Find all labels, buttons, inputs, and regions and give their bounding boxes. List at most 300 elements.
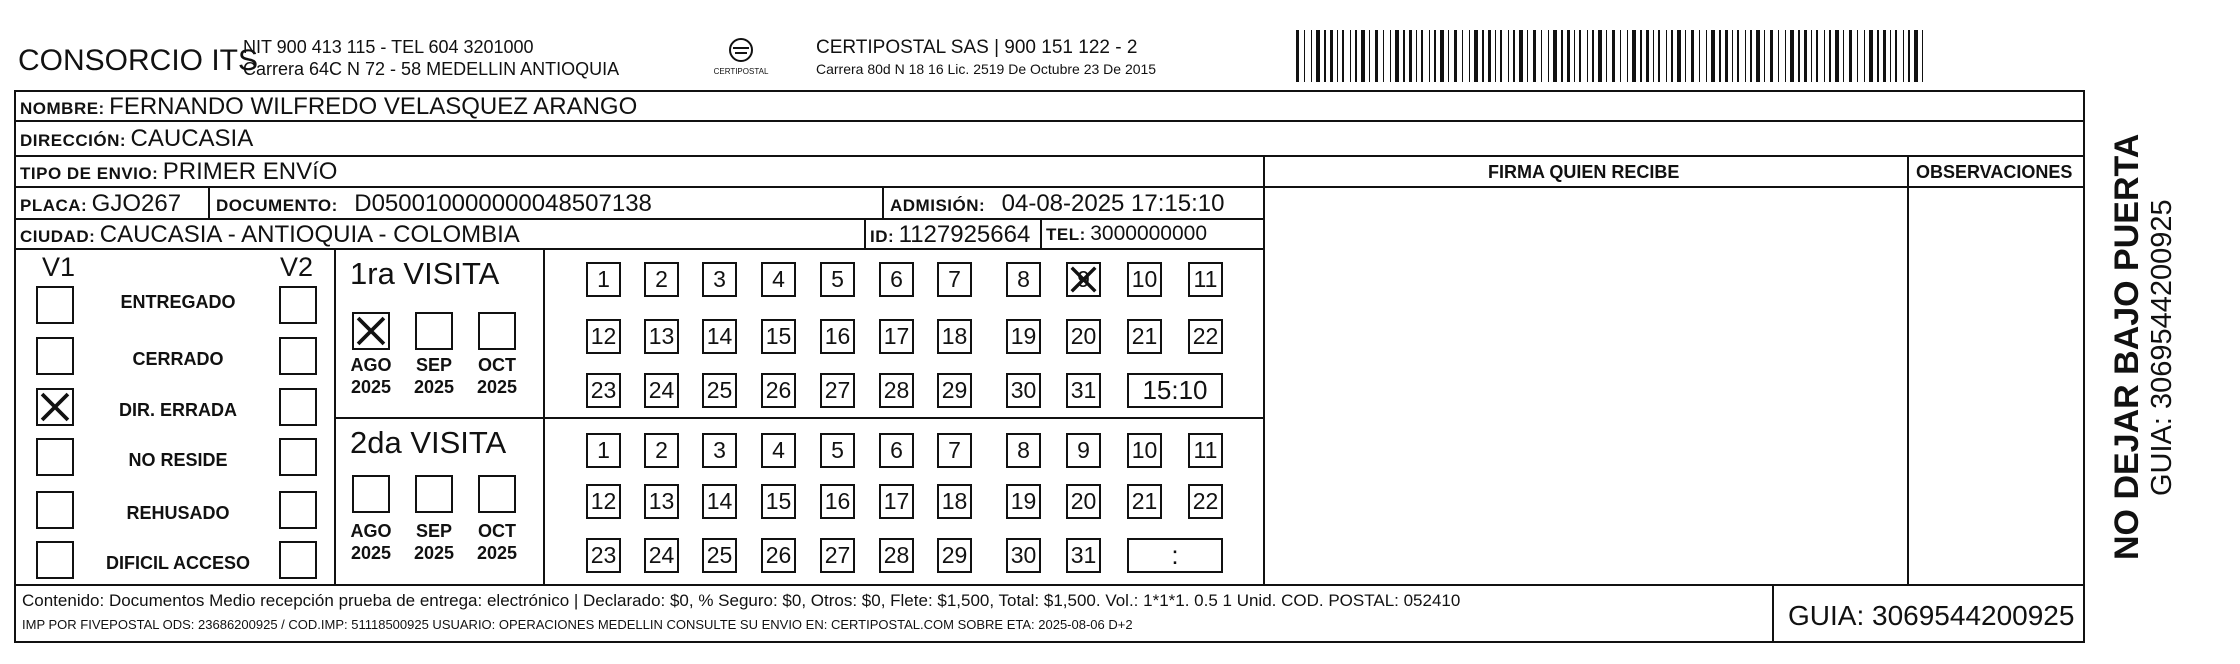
- visit-day-number: 15: [765, 488, 792, 514]
- barcode-bar: [1561, 30, 1563, 82]
- visit-day-number: 21: [1131, 323, 1158, 349]
- barcode-bar: [1877, 30, 1879, 82]
- barcode-bar: [1658, 30, 1660, 82]
- barcode-bar: [1627, 30, 1628, 82]
- visit-day-number: 13: [648, 323, 675, 349]
- barcode-bar: [1770, 30, 1773, 82]
- visit-day-box[interactable]: [761, 433, 796, 468]
- visit-day-box[interactable]: [761, 538, 796, 573]
- barcode-bar: [1416, 30, 1417, 82]
- barcode-bar: [1462, 30, 1463, 82]
- tel-label: TEL:: [1046, 225, 1086, 244]
- visit-day-box[interactable]: [820, 319, 855, 354]
- visit-day-number: 6: [890, 266, 903, 292]
- visit-day-box[interactable]: [761, 262, 796, 297]
- status-v1-checkbox[interactable]: [36, 438, 74, 476]
- barcode-bar: [1454, 30, 1457, 82]
- barcode-bar: [1732, 30, 1733, 82]
- status-v1-checkbox[interactable]: [36, 286, 74, 324]
- visit-month-checkbox[interactable]: [352, 312, 390, 350]
- visit-day-number: 15: [765, 323, 792, 349]
- visit-day-number: 4: [772, 437, 785, 463]
- barcode-bar: [1883, 30, 1886, 82]
- visit-month-label: AGO 2025: [350, 355, 392, 397]
- visit-day-box[interactable]: [702, 538, 737, 573]
- visit-month-label: SEP 2025: [413, 521, 455, 563]
- visit-day-number: 6: [890, 437, 903, 463]
- barcode-bar: [1469, 30, 1470, 82]
- barcode-bar: [1311, 30, 1312, 82]
- visit-day-number: 26: [765, 377, 792, 403]
- visit-day-number: 19: [1010, 488, 1037, 514]
- documento-label: DOCUMENTO:: [216, 196, 338, 215]
- status-option-label: ENTREGADO: [120, 292, 236, 312]
- footer-line2: IMP POR FIVEPOSTAL ODS: 23686200925 / COD.IMP: 51118500925 USUARIO: OPERACIONES MEDELLIN CONSULTE SU ENVIO EN: CERTIPOSTAL.COM SOBRE ETA: 2025-08-06 D+2: [22, 617, 1133, 632]
- visit-day-number: 30: [1010, 542, 1037, 568]
- company-nit: NIT 900 413 115 - TEL 604 3201000: [243, 37, 534, 57]
- visit-day-box[interactable]: [702, 373, 737, 408]
- barcode-bar: [1737, 30, 1739, 82]
- barcode-bar: [1350, 30, 1351, 82]
- barcode-bar: [1482, 30, 1484, 82]
- barcode-bar: [1824, 30, 1825, 82]
- visit-day-box[interactable]: [761, 319, 796, 354]
- barcode-bar: [1574, 30, 1575, 82]
- visit-day-box[interactable]: [586, 373, 621, 408]
- barcode-bar: [1632, 30, 1636, 82]
- status-v2-checkbox[interactable]: [279, 337, 317, 375]
- status-v2-checkbox[interactable]: [279, 541, 317, 579]
- direccion-label: DIRECCIÓN:: [20, 131, 127, 150]
- visit-day-number: 25: [706, 377, 733, 403]
- visit-day-number: 23: [590, 542, 617, 568]
- status-option-label: CERRADO: [132, 349, 224, 369]
- license-line: Carrera 80d N 18 16 Lic. 2519 De Octubre 23 De 2015: [816, 61, 1157, 77]
- visit-day-number: 31: [1070, 542, 1097, 568]
- barcode-bar: [1383, 30, 1384, 82]
- visit-day-number: 3: [713, 266, 726, 292]
- visit-day-box[interactable]: [702, 484, 737, 519]
- barcode-bar: [1666, 30, 1667, 82]
- visit-day-number: 20: [1070, 323, 1097, 349]
- barcode-bar: [1816, 30, 1818, 82]
- visit-day-box[interactable]: [937, 484, 972, 519]
- visit-day-box[interactable]: [1066, 433, 1101, 468]
- barcode-bar: [1612, 30, 1615, 82]
- direccion-row: [20, 127, 253, 151]
- visit-day-box[interactable]: [1188, 319, 1223, 354]
- barcode-bar: [1342, 30, 1344, 82]
- barcode-bar: [1474, 30, 1478, 82]
- visit-day-number: 19: [1010, 323, 1037, 349]
- barcode-bar: [1719, 30, 1721, 82]
- status-v2-checkbox[interactable]: [279, 438, 317, 476]
- ciudad-value: CAUCASIA - ANTIOQUIA - COLOMBIA: [99, 221, 520, 248]
- visit-day-number: 14: [706, 488, 733, 514]
- barcode-bar: [1699, 30, 1700, 82]
- visit-day-box[interactable]: [879, 373, 914, 408]
- barcode-bar: [1533, 30, 1536, 82]
- visit-month-checkbox[interactable]: [478, 312, 516, 350]
- visit-day-box[interactable]: [937, 262, 972, 297]
- barcode-bar: [1592, 30, 1594, 82]
- barcode-bar: [1409, 30, 1412, 82]
- visit-month-label: AGO 2025: [350, 521, 392, 563]
- visit-day-number: 21: [1131, 488, 1158, 514]
- side-notice: NO DEJAR BAJO PUERTA: [2108, 133, 2146, 560]
- visit-day-number: 11: [1193, 437, 1218, 463]
- visit-day-box[interactable]: [820, 538, 855, 573]
- visit-day-number: 7: [948, 266, 961, 292]
- visit-day-number: 24: [648, 542, 675, 568]
- barcode-bar: [1587, 30, 1588, 82]
- visit-day-number: 29: [941, 542, 968, 568]
- visit-day-box[interactable]: [1006, 373, 1041, 408]
- visit-day-box[interactable]: [1066, 538, 1101, 573]
- tipo-label: TIPO DE ENVIO:: [20, 164, 159, 183]
- nombre-row: [20, 95, 637, 119]
- visit-day-box[interactable]: [1127, 484, 1162, 519]
- barcode-bar: [1857, 30, 1858, 82]
- side-guia: GUIA: 3069544200925: [2146, 199, 2178, 496]
- visit-day-box[interactable]: [820, 373, 855, 408]
- barcode-bar: [1448, 30, 1449, 82]
- barcode-bar: [1513, 30, 1515, 82]
- barcode-bar: [1640, 30, 1642, 82]
- barcode-bar: [1922, 30, 1923, 82]
- visit-day-number: 20: [1070, 488, 1097, 514]
- visit-day-number: 14: [706, 323, 733, 349]
- visit-day-number: 4: [772, 266, 785, 292]
- visit-day-box[interactable]: [644, 484, 679, 519]
- visit-day-number: 1: [597, 437, 610, 463]
- visit-day-box[interactable]: [1188, 484, 1223, 519]
- visit-day-box[interactable]: [644, 319, 679, 354]
- visit-month-checkbox[interactable]: [415, 312, 453, 350]
- visit-day-box[interactable]: [820, 433, 855, 468]
- visit-month-checkbox[interactable]: [352, 475, 390, 513]
- visit-day-box[interactable]: [879, 319, 914, 354]
- admision-label: ADMISIÓN:: [890, 196, 986, 215]
- visit-day-number: 12: [590, 488, 617, 514]
- visit-day-box[interactable]: [1066, 319, 1101, 354]
- visit-month-label: OCT 2025: [476, 355, 518, 397]
- barcode-bar: [1304, 30, 1305, 82]
- visit-time-value: :: [1171, 540, 1179, 570]
- barcode-bar: [1579, 30, 1581, 82]
- tipo-value: PRIMER ENVíO: [162, 158, 338, 185]
- barcode-bar: [1829, 30, 1831, 82]
- visit-day-box[interactable]: [937, 373, 972, 408]
- visit-day-number: 28: [883, 377, 910, 403]
- barcode-bar: [1843, 30, 1844, 82]
- id-value: 1127925664: [898, 221, 1031, 248]
- visit-day-box[interactable]: [644, 538, 679, 573]
- barcode-bar: [1764, 30, 1765, 82]
- visit-day-box[interactable]: [1127, 319, 1162, 354]
- visit-day-box[interactable]: [761, 373, 796, 408]
- visit-day-box[interactable]: [1127, 433, 1162, 468]
- visit-day-box[interactable]: [1006, 538, 1041, 573]
- visit-time-value: 15:10: [1142, 375, 1208, 405]
- nombre-value: FERNANDO WILFREDO VELASQUEZ ARANGO: [109, 93, 638, 120]
- visit-day-box[interactable]: [702, 433, 737, 468]
- visit-day-number: 8: [1017, 266, 1030, 292]
- certipostal-logo: [708, 36, 774, 80]
- barcode-bar: [1685, 30, 1686, 82]
- barcode-bar: [1337, 30, 1338, 82]
- visit-day-box[interactable]: [644, 262, 679, 297]
- barcode-bar: [1677, 30, 1681, 82]
- visit-day-number: 9: [1077, 266, 1090, 292]
- visit-day-box[interactable]: [879, 262, 914, 297]
- barcode-bar: [1598, 30, 1602, 82]
- barcode-bar: [1324, 30, 1326, 82]
- visit-day-box[interactable]: [586, 319, 621, 354]
- status-v1-checkbox[interactable]: [36, 541, 74, 579]
- barcode-bar: [1508, 30, 1509, 82]
- documento-value: D050010000000048507138: [354, 190, 652, 217]
- svg-text:CERTIPOSTAL: CERTIPOSTAL: [713, 67, 769, 76]
- visit-day-number: 5: [831, 266, 844, 292]
- status-v1-checkbox[interactable]: [36, 337, 74, 375]
- barcode-bar: [1369, 30, 1370, 82]
- barcode-bar: [1395, 30, 1399, 82]
- visit-day-number: 17: [883, 488, 910, 514]
- visit-day-number: 10: [1131, 437, 1158, 463]
- barcode-bar: [1785, 30, 1786, 82]
- direccion-value: CAUCASIA: [130, 125, 254, 152]
- barcode-bar: [1835, 30, 1839, 82]
- visit-day-number: 7: [948, 437, 961, 463]
- visit-day-number: 22: [1192, 488, 1219, 514]
- company-name: CONSORCIO ITS: [18, 44, 259, 77]
- barcode-bar: [1519, 30, 1523, 82]
- status-option-label: DIR. ERRADA: [118, 400, 237, 420]
- observaciones-header: OBSERVACIONES: [1916, 162, 2073, 182]
- visit-day-box[interactable]: [820, 484, 855, 519]
- barcode-bar: [1330, 30, 1333, 82]
- visit-day-box[interactable]: [879, 484, 914, 519]
- tel-row: [1046, 223, 1207, 244]
- ciudad-label: CIUDAD:: [20, 227, 96, 246]
- visit-day-box[interactable]: [879, 433, 914, 468]
- id-label: ID:: [870, 227, 895, 246]
- visit-day-number: 17: [883, 323, 910, 349]
- visit-day-box[interactable]: [1127, 262, 1162, 297]
- visit-day-box[interactable]: [937, 433, 972, 468]
- barcode-bar: [1890, 30, 1891, 82]
- tel-value: 3000000000: [1090, 222, 1208, 245]
- visit-day-number: 9: [1077, 437, 1090, 463]
- barcode-bar: [1778, 30, 1779, 82]
- barcode-bar: [1711, 30, 1715, 82]
- barcode-bar: [1620, 30, 1621, 82]
- footer-guia: GUIA: 3069544200925: [1788, 600, 2075, 631]
- barcode-bar: [1361, 30, 1365, 82]
- visit-day-number: 10: [1131, 266, 1158, 292]
- barcode-bar: [1745, 30, 1746, 82]
- visit-month-checkbox[interactable]: [478, 475, 516, 513]
- visit-day-number: 25: [706, 542, 733, 568]
- visit-month-label: OCT 2025: [476, 521, 518, 563]
- visit-day-box[interactable]: [879, 538, 914, 573]
- barcode-bar: [1671, 30, 1673, 82]
- visit-day-box[interactable]: [1066, 373, 1101, 408]
- first-visit-title: 1ra VISITA: [350, 256, 500, 291]
- barcode-bar: [1903, 30, 1904, 82]
- barcode-bar: [1895, 30, 1897, 82]
- barcode-bar: [1527, 30, 1528, 82]
- barcode-bar: [1421, 30, 1423, 82]
- placa-value: GJO267: [91, 190, 182, 217]
- visit-day-box[interactable]: [702, 262, 737, 297]
- visit-day-number: 24: [648, 377, 675, 403]
- placa-row: [20, 192, 181, 216]
- visit-day-number: 2: [655, 437, 668, 463]
- visit-day-number: 18: [941, 323, 968, 349]
- visit-day-number: 1: [597, 266, 610, 292]
- visit-day-number: 13: [648, 488, 675, 514]
- barcode-bar: [1355, 30, 1357, 82]
- visit-day-box[interactable]: [937, 319, 972, 354]
- second-visit-title: 2da VISITA: [350, 425, 507, 460]
- placa-label: PLACA:: [20, 196, 88, 215]
- status-option-label: DIFICIL ACCESO: [105, 553, 250, 573]
- firma-header: FIRMA QUIEN RECIBE: [1488, 162, 1680, 182]
- visit-day-box[interactable]: [644, 373, 679, 408]
- barcode-bar: [1908, 30, 1910, 82]
- barcode-bar: [1296, 30, 1299, 82]
- barcode-bar: [1500, 30, 1502, 82]
- visit-day-box[interactable]: [586, 262, 621, 297]
- barcode-bar: [1434, 30, 1436, 82]
- visit-month-checkbox[interactable]: [415, 475, 453, 513]
- barcode-bar: [1653, 30, 1654, 82]
- status-v1-checkbox[interactable]: [36, 388, 74, 426]
- visit-day-number: 27: [824, 542, 851, 568]
- id-row: [870, 223, 1030, 247]
- visit-day-number: 18: [941, 488, 968, 514]
- visit-day-box[interactable]: [937, 538, 972, 573]
- footer-line1: Contenido: Documentos Medio recepción prueba de entrega: electrónico | Declarado: $0, % Seguro: $0, Otros: $0, Flete: $1,500, Total: $1,500. Vol.: 1*1*1. 0.5 1 Unid. COD. POSTAL: 052410: [22, 591, 1461, 610]
- visit-day-box[interactable]: [1188, 262, 1223, 297]
- barcode-bar: [1316, 30, 1320, 82]
- barcode-bar: [1390, 30, 1391, 82]
- barcode: [1296, 30, 1928, 82]
- admision-value: 04-08-2025 17:15:10: [1001, 190, 1225, 217]
- visit-day-number: 12: [590, 323, 617, 349]
- status-option-label: NO RESIDE: [128, 450, 228, 470]
- visit-day-number: 29: [941, 377, 968, 403]
- v2-label: V2: [280, 252, 314, 282]
- visit-day-box[interactable]: [1006, 484, 1041, 519]
- visit-month-label: SEP 2025: [413, 355, 455, 397]
- tipo-row: [20, 160, 337, 184]
- visit-day-number: 22: [1192, 323, 1219, 349]
- visit-day-number: 26: [765, 542, 792, 568]
- visit-day-box[interactable]: [586, 538, 621, 573]
- visit-day-number: 11: [1193, 266, 1218, 292]
- barcode-bar: [1553, 30, 1557, 82]
- visit-day-number: 16: [824, 488, 851, 514]
- barcode-bar: [1756, 30, 1760, 82]
- ciudad-row: [20, 223, 520, 247]
- visit-day-number: 28: [883, 542, 910, 568]
- barcode-bar: [1691, 30, 1694, 82]
- status-v2-checkbox[interactable]: [279, 491, 317, 529]
- visit-day-number: 16: [824, 323, 851, 349]
- visit-day-number: 23: [590, 377, 617, 403]
- v1-label: V1: [42, 252, 76, 282]
- visit-time-box[interactable]: [1127, 538, 1223, 573]
- visit-day-number: 30: [1010, 377, 1037, 403]
- visit-day-number: 5: [831, 437, 844, 463]
- barcode-bar: [1606, 30, 1607, 82]
- admision-row: [890, 192, 1224, 216]
- barcode-bar: [1849, 30, 1852, 82]
- documento-row: [216, 192, 652, 216]
- barcode-bar: [1804, 30, 1807, 82]
- barcode-bar: [1646, 30, 1649, 82]
- visit-day-box[interactable]: [586, 484, 621, 519]
- visit-day-box[interactable]: [1066, 484, 1101, 519]
- certipostal-line: CERTIPOSTAL SAS | 900 151 122 - 2: [816, 37, 1138, 58]
- barcode-bar: [1429, 30, 1430, 82]
- barcode-bar: [1495, 30, 1496, 82]
- visit-day-box[interactable]: [1066, 262, 1101, 297]
- barcode-bar: [1541, 30, 1542, 82]
- visit-day-number: 3: [713, 437, 726, 463]
- nombre-label: NOMBRE:: [20, 99, 105, 118]
- visit-time-box[interactable]: [1127, 373, 1223, 408]
- barcode-bar: [1567, 30, 1570, 82]
- company-address: Carrera 64C N 72 - 58 MEDELLIN ANTIOQUIA: [243, 59, 620, 79]
- barcode-bar: [1375, 30, 1378, 82]
- visit-day-number: 27: [824, 377, 851, 403]
- barcode-bar: [1811, 30, 1812, 82]
- visit-day-number: 8: [1017, 437, 1030, 463]
- barcode-bar: [1869, 30, 1873, 82]
- barcode-bar: [1548, 30, 1549, 82]
- visit-day-box[interactable]: [1006, 433, 1041, 468]
- barcode-bar: [1798, 30, 1800, 82]
- visit-day-box[interactable]: [644, 433, 679, 468]
- barcode-bar: [1706, 30, 1707, 82]
- status-v2-checkbox[interactable]: [279, 286, 317, 324]
- visit-day-number: 31: [1070, 377, 1097, 403]
- barcode-bar: [1440, 30, 1444, 82]
- barcode-bar: [1790, 30, 1794, 82]
- visit-day-box[interactable]: [820, 262, 855, 297]
- visit-day-number: 2: [655, 266, 668, 292]
- visit-day-box[interactable]: [761, 484, 796, 519]
- visit-day-box[interactable]: [1006, 262, 1041, 297]
- barcode-bar: [1403, 30, 1405, 82]
- status-v2-checkbox[interactable]: [279, 388, 317, 426]
- status-option-label: REHUSADO: [126, 503, 230, 523]
- barcode-bar: [1750, 30, 1752, 82]
- barcode-bar: [1914, 30, 1918, 82]
- visit-day-box[interactable]: [586, 433, 621, 468]
- status-v1-checkbox[interactable]: [36, 491, 74, 529]
- visit-day-box[interactable]: [1006, 319, 1041, 354]
- visit-day-box[interactable]: [702, 319, 737, 354]
- barcode-bar: [1725, 30, 1728, 82]
- barcode-bar: [1864, 30, 1865, 82]
- barcode-bar: [1488, 30, 1491, 82]
- visit-day-box[interactable]: [1188, 433, 1223, 468]
